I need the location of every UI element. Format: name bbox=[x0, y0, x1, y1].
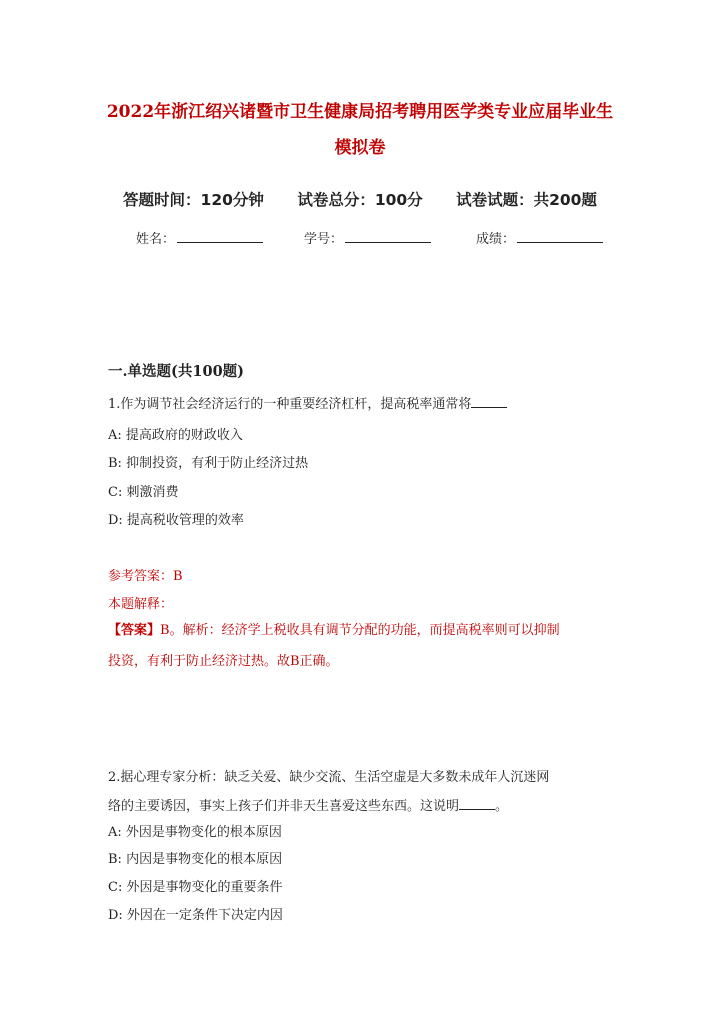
name-field bbox=[136, 228, 263, 247]
question-1-blank bbox=[471, 397, 507, 408]
exam-time: 答题时间：120分钟 bbox=[123, 191, 264, 209]
question-2-blank bbox=[459, 799, 495, 810]
student-id-label: 学号： bbox=[304, 232, 344, 247]
exam-title-line2: 模拟卷 bbox=[334, 138, 386, 158]
exam-total-score: 试卷总分：100分 bbox=[297, 191, 423, 209]
question-2-stem bbox=[108, 763, 618, 821]
exam-total-questions: 试卷试题：共200题 bbox=[456, 191, 597, 209]
question-2-line2: 络的主要诱因，事实上孩子们并非天生喜爱这些东西。这说明 bbox=[108, 799, 460, 814]
question-1-option-c: C: 刺激消费 bbox=[108, 485, 179, 500]
question-1-stem bbox=[108, 396, 618, 414]
question-1-option-d: D: 提高税收管理的效率 bbox=[108, 513, 244, 528]
question-2-line1: 2.据心理专家分析：缺乏关爱、缺少交流、生活空虚是大多数未成年人沉迷网 bbox=[108, 770, 550, 785]
name-label: 姓名： bbox=[136, 232, 176, 247]
student-id-field bbox=[304, 228, 431, 247]
answer-bracket-label: 【答案】 bbox=[108, 623, 161, 638]
question-1-option-b: B: 抑制投资，有利于防止经济过热 bbox=[108, 456, 309, 471]
exam-meta bbox=[60, 188, 660, 210]
question-2-option-a: A: 外因是事物变化的根本原因 bbox=[108, 825, 282, 840]
explanation-line2: 投资，有利于防止经济过热。故B正确。 bbox=[108, 654, 339, 669]
question-1-option-a: A: 提高政府的财政收入 bbox=[108, 428, 243, 443]
question-2-option-b: B: 内因是事物变化的根本原因 bbox=[108, 852, 283, 867]
question-2-option-d: D: 外因在一定条件下决定内因 bbox=[108, 908, 283, 923]
question-1-explanation bbox=[108, 615, 628, 677]
score-label: 成绩： bbox=[476, 232, 516, 247]
question-1-text: 1.作为调节社会经济运行的一种重要经济杠杆，提高税率通常将 bbox=[108, 397, 472, 412]
question-2-line2-wrap bbox=[108, 792, 618, 821]
question-1-explanation-label: 本题解释： bbox=[108, 597, 174, 612]
exam-title-line1: 2022年浙江绍兴诸暨市卫生健康局招考聘用医学类专业应届毕业生 bbox=[106, 102, 614, 122]
question-2-end: 。 bbox=[495, 799, 509, 814]
name-blank bbox=[177, 230, 263, 243]
explanation-line1: B。解析：经济学上税收具有调节分配的功能，而提高税率则可以抑制 bbox=[160, 623, 560, 638]
question-1-answer: 参考答案：B bbox=[108, 569, 183, 584]
score-blank bbox=[517, 230, 603, 243]
student-id-blank bbox=[345, 230, 431, 243]
section-heading: 一.单选题(共100题) bbox=[108, 363, 245, 380]
question-2-option-c: C: 外因是事物变化的重要条件 bbox=[108, 880, 283, 895]
score-field bbox=[476, 228, 603, 247]
